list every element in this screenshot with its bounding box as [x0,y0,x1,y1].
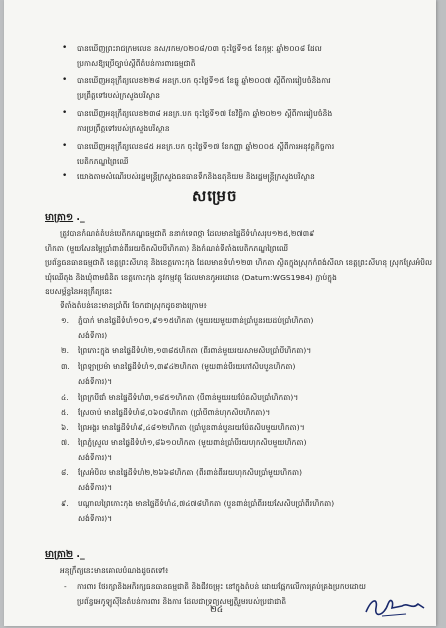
zone-number: ៤. [61,393,69,402]
zone-line: ព្រៃក្របីជាំ មានផ្ទៃដីទំហំ៣,១៨៥១ហិកតា (បីពាន់មួយរយប៉ែតសិបប្រាំហិកតា)។ [78,393,299,402]
article-2-label: មាត្រា២ [45,549,74,560]
article-2-suffix: ._ [73,549,85,560]
zone-line: ព្រៃភ្នំស្រួល មានផ្ទៃដីទំហំ១,៨៦១០ហិកតា (មួយពាន់ប្រាំបីរយហុកសិបមួយហិកតា) [78,438,307,447]
article-1-suffix: ._ [73,212,85,223]
article-2-heading [45,548,85,562]
zone-line: សង់ទីការ)។ [78,513,113,523]
decision-heading: សម្រេច [192,187,238,205]
signature-mark [362,592,428,620]
preamble-line: បានឃើញព្រះរាជក្រមលេខ នស/រកម/០២០៨/០៣ ចុះថ្ងៃទី១៥ ខែកុម្ភៈ ឆ្នាំ២០០៨ ដែល [77,44,322,53]
page-number: ២៤ [210,605,224,615]
article-1-line: ឃុំឈើតុង និងឃុំពាមជំនិត ខេត្តកោះកុង នូវកម្មវត្ថុ ដែលមានកូអរដោនេ (Datum:WGS1984) ភ្ជាប់ក្នុង [45,272,337,282]
zone-line: ព្រៃឡាប្រម៉ា មានផ្ទៃដីទំហំ១,៣៩៤២ហិកតា (មួយពាន់បីរយកៅសិបបួនហិកតា) [78,362,296,371]
zone-line: សង់ទីការ)។ [78,376,113,386]
zone-line: ព្រៃកោះក្នុង មានផ្ទៃដីទំហំ២,១៣៨៥ហិកតា (ពីរពាន់មួយរយសាមសិបប្រាំបីហិកតា)។ [78,346,312,355]
zone-line: សង់ទីការ) [78,330,108,340]
zone-line: សង់ទីការ)។ [78,482,113,492]
article-1-line: ប្រព័ន្ធធនធានធម្មជាតិ ខេត្តព្រះសីហនុ និងខេត្តកោះកុង ដែលមានទំហំ១២៣ ហិកតា ស្ថិតក្នុងស្រុកកំពង់សីលា ខេត្តព្រះសីហនុ ស្រុកស្រែអំបិល [45,258,433,267]
bullet-icon: • [62,171,68,181]
article-2-intro: អនុក្រឹត្យនេះមានគោលបំណងដូចតទៅ៖ [60,566,169,575]
bullet-icon: • [62,75,68,85]
list-dash: - [64,582,67,591]
zone-number: ១. [61,316,69,325]
article-1-line: ឧបសម្ព័ន្ធនៃអនុក្រឹត្យនេះ [45,287,113,296]
bullet-icon: • [62,141,68,151]
article-1-heading [45,211,85,225]
zone-number: ៥. [61,408,69,417]
zone-number: ៧. [61,438,70,447]
zone-number: ៩. [61,499,69,508]
zone-line: ព្រៃអង្គរ មានផ្ទៃដីទំហំ៩,៤៨១២ហិកតា (ប្រាំបួនពាន់បួនរយប៉ែតសិបមួយហិកតា)។ [78,423,305,432]
zone-number: ២. [61,346,69,355]
preamble-line: បានឃើញអនុក្រឹត្យលេខ៨៥ អនក្រ.បក ចុះថ្ងៃទី១៧ ខែកញ្ញា ឆ្នាំ២០០៥ ស្តីពីការអនុវត្តកិច្ចការ [77,142,335,151]
zone-line: បណ្តាលព្រៃកោះកុង មានផ្ទៃដីទំហំ៤,៧៤៧៨ហិកតា (បួនពាន់ប្រាំពីររយសែសិបប្រាំពីរហិកតា) [78,499,335,508]
zone-number: ៨. [61,468,69,477]
zone-line: សង់ទីការ)។ [78,452,113,462]
document-page [4,0,436,626]
bullet-icon: • [62,108,68,118]
zone-line: ស្រែចាប់ មានផ្ទៃដីទំហំ៨,០៦០៨ហិកតា (ប្រាំបីពាន់ហុកសិបហិកតា)។ [78,408,271,417]
zone-line: ភ្នំបាក់ មានផ្ទៃដីទំហំ១០១,៩១១៥ហិកតា (មួយរយមួយពាន់ប្រាំបួនរយដប់ប្រាំហិកតា) [78,316,314,325]
preamble-line: យោងតាមសំណើរបស់រដ្ឋមន្ត្រីក្រសួងធនធានទឹកនិងឧតុនិយម និងរដ្ឋមន្ត្រីក្រសួងបរិស្ថាន [77,172,315,181]
preamble-line: បានឃើញអនុក្រឹត្យលេខ២២៨ អនក្រ.បក ចុះថ្ងៃទី១៥ ខែធ្នូ ឆ្នាំ២០០៧ ស្តីពីការរៀបចំនិងការ [77,76,331,85]
preamble-line: បេតិកភណ្ឌព្រៃឈើ [77,157,129,166]
bullet-icon: • [62,43,68,53]
zone-number: ៣. [61,362,70,371]
preamble-line: ប្រព្រឹត្តទៅរបស់ក្រសួងបរិស្ថាន [77,91,161,100]
preamble-line: ប្រកាសឱ្យប្រើច្បាប់ស្តីពីតំបន់ការពារធម្មជាតិ [77,59,196,68]
article-2-line: ការពារ ថែរក្សានិងអភិរក្សធនធានធម្មជាតិ និងជីវចម្រុះ នៅក្នុងតំបន់ ដោយផ្អែកលើការគ្រប់គ្រងប្រកបដោយ [77,582,367,591]
article-2-line: ប្រព័ន្ធអេកូឡូស៊ីនៃតំបន់ការពារ និងការ ដែលជាទ្រព្យសម្បត្តិរួមរបស់ប្រជាជាតិ [77,596,287,606]
article-1-line: ហិកតា (មួយសែនម្ភៃប្រាំពាន់ពីររយចិតសិបបីហិកតា) និងកំណត់ទីតាំងបេតិកភណ្ឌព្រៃឈើ [45,243,289,253]
article-1-label: មាត្រា១ [45,212,74,223]
zone-line: ស្រែអំបិល មានផ្ទៃដីទំហំ២,២៦៦៨ហិកតា (ពីរពាន់ពីររយហុកសិបប្រាំមួយហិកតា) [78,468,303,477]
zones-intro: ទីតាំងតំបន់នេះមានប្រាំពីរ ចែកជាស្រុកដូចខាងក្រោម៖ [60,301,207,310]
article-1-line: ត្រូវបានកំណត់តំបន់បេតិកភណ្ឌធម្មជាតិ ននាក់ទេពថ្កា ដែលមានផ្ទៃដីទំហំសរុប១២៥,២៧៣៩ [60,229,315,238]
zone-number: ៦. [61,423,69,432]
preamble-line: ការប្រព្រឹត្តទៅរបស់ក្រសួងបរិស្ថាន [77,124,170,133]
preamble-line: បានឃើញអនុក្រឹត្យលេខ២៣៨ អនក្រ.បក ចុះថ្ងៃទី១៧ ខែវិច្ឆិកា ឆ្នាំ២០២១ ស្តីពីការរៀបចំនិង [77,109,333,118]
